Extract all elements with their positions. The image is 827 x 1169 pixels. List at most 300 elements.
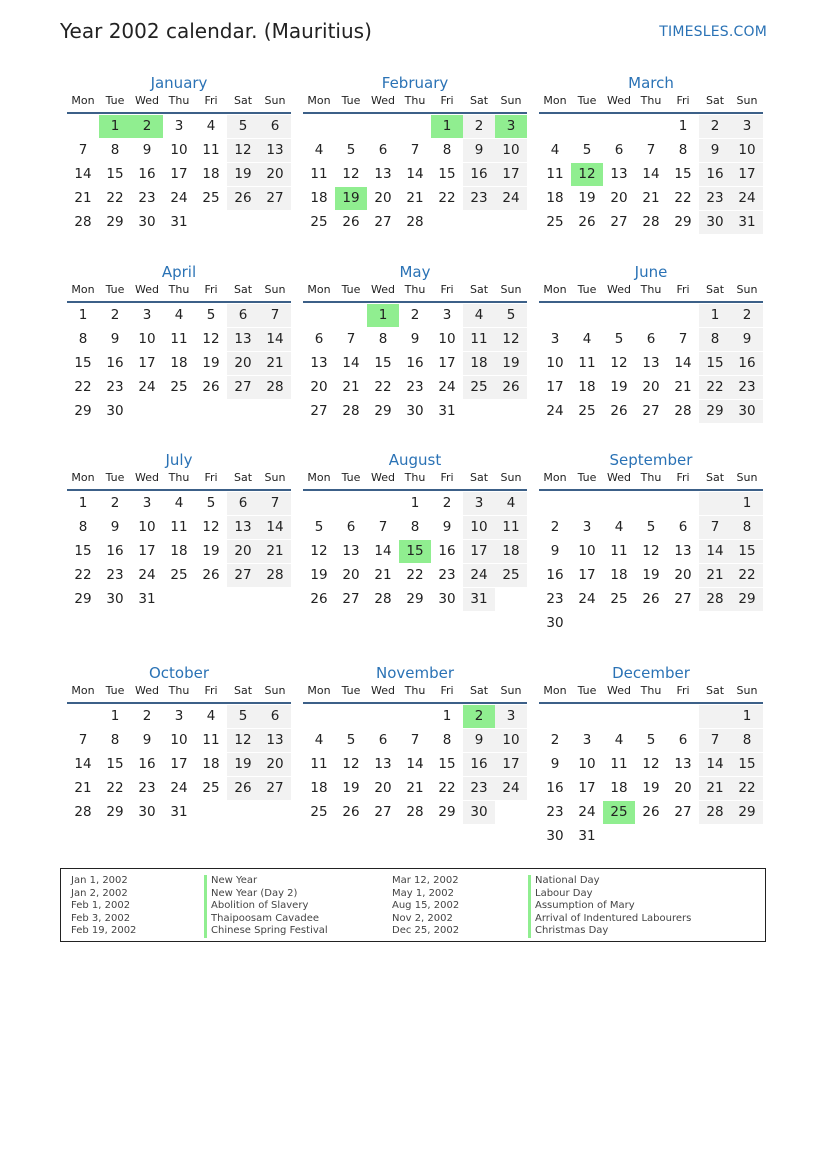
day-cell: 12 <box>310 543 328 559</box>
day-cell: 11 <box>310 166 328 182</box>
week-row <box>539 588 763 612</box>
day-cell: 20 <box>259 753 291 776</box>
day-cell: 27 <box>227 564 259 587</box>
weekday-label: Thu <box>404 684 426 697</box>
empty-cell <box>635 612 667 635</box>
day-cell: 30 <box>438 591 456 607</box>
empty-cell <box>259 588 291 611</box>
day-cell: 28 <box>699 588 731 611</box>
week-row <box>67 564 291 588</box>
day-cell: 5 <box>227 115 259 138</box>
week-row <box>303 211 527 235</box>
day-cell: 13 <box>674 543 692 559</box>
weekday-header <box>539 94 763 114</box>
day-cell: 8 <box>378 331 388 347</box>
empty-cell <box>495 801 527 824</box>
day-cell: 13 <box>342 543 360 559</box>
day-cell: 6 <box>678 519 688 535</box>
day-cell: 18 <box>610 567 628 583</box>
day-cell: 7 <box>699 516 731 539</box>
weekday-label: Tue <box>341 94 361 107</box>
day-cell: 16 <box>546 780 564 796</box>
week-row <box>67 705 291 729</box>
day-cell: 25 <box>610 591 628 607</box>
day-cell: 4 <box>614 732 624 748</box>
day-cell: 7 <box>259 304 291 327</box>
month-name: January <box>150 74 208 92</box>
weekday-header <box>303 283 527 303</box>
day-cell: 23 <box>546 591 564 607</box>
day-cell: 4 <box>314 732 324 748</box>
day-cell: 28 <box>259 564 291 587</box>
day-cell: 14 <box>342 355 360 371</box>
day-cell: 6 <box>227 492 259 515</box>
day-cell: 20 <box>227 540 259 563</box>
weekday-label: Sat <box>705 94 725 107</box>
day-cell: 16 <box>546 567 564 583</box>
day-cell: 30 <box>699 211 731 234</box>
week-row <box>67 211 291 235</box>
weekday-label: Wed <box>371 94 395 107</box>
day-cell: 25 <box>463 376 495 399</box>
week-row <box>303 729 527 753</box>
day-cell: 15 <box>74 355 92 371</box>
day-cell: 2 <box>142 708 152 724</box>
empty-cell <box>603 612 635 635</box>
day-cell: 26 <box>342 214 360 230</box>
day-cell: 27 <box>610 214 628 230</box>
empty-cell <box>67 115 99 138</box>
weekday-label: Thu <box>404 471 426 484</box>
day-cell: 18 <box>202 756 220 772</box>
day-cell: 30 <box>138 804 156 820</box>
week-row <box>67 304 291 328</box>
legend-holiday-name: New Year (Day 2) <box>204 888 328 901</box>
week-row <box>303 376 527 400</box>
day-cell: 10 <box>731 139 763 162</box>
weekday-label: Thu <box>404 283 426 296</box>
legend-holiday-name: Arrival of Indentured Labourers <box>528 913 691 926</box>
day-cell: 9 <box>463 139 495 162</box>
day-cell: 27 <box>374 804 392 820</box>
empty-cell <box>699 825 731 848</box>
day-cell: 7 <box>678 331 688 347</box>
empty-cell <box>163 400 195 423</box>
week-row <box>303 516 527 540</box>
weekday-label: Mon <box>71 283 95 296</box>
weekday-header <box>67 94 291 114</box>
holiday-day-cell: 12 <box>571 163 603 186</box>
month-july <box>67 449 291 612</box>
weekday-label: Wed <box>371 684 395 697</box>
legend-names-right <box>528 875 691 938</box>
day-cell: 28 <box>74 804 92 820</box>
day-cell: 11 <box>610 756 628 772</box>
empty-cell <box>731 825 763 848</box>
day-cell: 23 <box>406 379 424 395</box>
empty-cell <box>603 492 635 515</box>
day-cell: 14 <box>406 166 424 182</box>
day-cell: 6 <box>678 732 688 748</box>
day-cell: 14 <box>406 756 424 772</box>
weekday-label: Sat <box>469 684 489 697</box>
day-cell: 28 <box>406 804 424 820</box>
weekday-label: Thu <box>168 684 190 697</box>
day-cell: 31 <box>170 804 188 820</box>
day-cell: 15 <box>699 352 731 375</box>
day-cell: 1 <box>442 708 452 724</box>
month-april <box>67 261 291 424</box>
day-cell: 13 <box>259 729 291 752</box>
weekday-header <box>539 283 763 303</box>
day-cell: 26 <box>495 376 527 399</box>
weekday-label: Fri <box>440 94 454 107</box>
week-row <box>303 187 527 211</box>
day-cell: 3 <box>442 307 452 323</box>
day-cell: 21 <box>406 190 424 206</box>
day-cell: 10 <box>170 142 188 158</box>
weekday-label: Wed <box>371 471 395 484</box>
weekday-label: Thu <box>168 283 190 296</box>
day-cell: 30 <box>463 801 495 824</box>
day-cell: 17 <box>138 543 156 559</box>
legend-date: Nov 2, 2002 <box>392 912 453 924</box>
day-cell: 8 <box>678 142 688 158</box>
day-cell: 21 <box>699 564 731 587</box>
day-cell: 5 <box>346 142 356 158</box>
day-cell: 26 <box>342 804 360 820</box>
empty-cell <box>399 115 431 138</box>
day-cell: 17 <box>170 166 188 182</box>
day-cell: 26 <box>310 591 328 607</box>
weekday-label: Sat <box>469 471 489 484</box>
day-cell: 5 <box>314 519 324 535</box>
day-cell: 15 <box>106 756 124 772</box>
day-cell: 25 <box>495 564 527 587</box>
day-cell: 15 <box>106 166 124 182</box>
day-cell: 27 <box>342 591 360 607</box>
day-cell: 10 <box>578 756 596 772</box>
day-cell: 29 <box>406 591 424 607</box>
day-cell: 4 <box>614 519 624 535</box>
day-cell: 7 <box>78 142 88 158</box>
day-cell: 19 <box>642 780 660 796</box>
day-cell: 1 <box>78 307 88 323</box>
day-cell: 20 <box>642 379 660 395</box>
empty-cell <box>699 705 731 728</box>
day-cell: 11 <box>202 142 220 158</box>
week-row <box>539 705 763 729</box>
day-cell: 18 <box>463 352 495 375</box>
empty-cell <box>603 304 635 327</box>
holiday-legend <box>60 868 766 942</box>
day-cell: 19 <box>342 780 360 796</box>
day-cell: 4 <box>206 708 216 724</box>
week-row <box>67 729 291 753</box>
day-cell: 9 <box>550 543 560 559</box>
week-row <box>539 211 763 235</box>
weekday-label: Tue <box>105 471 125 484</box>
day-cell: 3 <box>142 307 152 323</box>
day-cell: 14 <box>642 166 660 182</box>
day-cell: 4 <box>582 331 592 347</box>
day-cell: 18 <box>610 780 628 796</box>
week-row <box>67 492 291 516</box>
day-cell: 1 <box>78 495 88 511</box>
holiday-day-cell: 15 <box>399 540 431 563</box>
weekday-label: Sat <box>233 283 253 296</box>
day-cell: 6 <box>646 331 656 347</box>
week-row <box>539 187 763 211</box>
holiday-day-cell: 2 <box>131 115 163 138</box>
empty-cell <box>731 612 763 635</box>
week-row <box>539 564 763 588</box>
holiday-day-cell: 1 <box>367 304 399 327</box>
day-cell: 12 <box>202 331 220 347</box>
week-row <box>67 163 291 187</box>
empty-cell <box>699 612 731 635</box>
empty-cell <box>303 705 335 728</box>
day-cell: 24 <box>578 591 596 607</box>
day-cell: 1 <box>731 492 763 515</box>
site-link[interactable]: TIMESLES.COM <box>659 24 767 40</box>
day-cell: 5 <box>206 307 216 323</box>
weekday-label: Sat <box>705 471 725 484</box>
empty-cell <box>431 211 463 234</box>
legend-date: Feb 19, 2002 <box>71 925 137 936</box>
day-cell: 15 <box>438 166 456 182</box>
day-cell: 6 <box>346 519 356 535</box>
day-cell: 16 <box>138 166 156 182</box>
weekday-label: Sun <box>500 471 522 484</box>
week-row <box>303 777 527 801</box>
day-cell: 24 <box>438 379 456 395</box>
day-cell: 19 <box>642 567 660 583</box>
day-cell: 12 <box>495 328 527 351</box>
day-cell: 1 <box>110 708 120 724</box>
day-cell: 29 <box>438 804 456 820</box>
day-cell: 6 <box>259 705 291 728</box>
day-cell: 2 <box>699 115 731 138</box>
day-cell: 20 <box>374 780 392 796</box>
day-cell: 17 <box>463 540 495 563</box>
weekday-label: Tue <box>105 283 125 296</box>
legend-names-left <box>204 875 328 938</box>
weekday-label: Fri <box>676 471 690 484</box>
day-cell: 24 <box>578 804 596 820</box>
day-cell: 10 <box>495 139 527 162</box>
month-name: March <box>628 74 674 92</box>
day-cell: 23 <box>699 187 731 210</box>
day-cell: 16 <box>106 355 124 371</box>
day-cell: 8 <box>78 519 88 535</box>
weekday-header <box>539 471 763 491</box>
weekday-label: Tue <box>341 471 361 484</box>
weekday-label: Sun <box>736 94 758 107</box>
day-cell: 12 <box>227 139 259 162</box>
day-cell: 30 <box>406 403 424 419</box>
day-cell: 27 <box>259 777 291 800</box>
day-cell: 3 <box>142 495 152 511</box>
month-name: September <box>609 451 693 469</box>
day-cell: 20 <box>610 190 628 206</box>
day-cell: 14 <box>259 328 291 351</box>
day-cell: 10 <box>438 331 456 347</box>
day-cell: 9 <box>110 519 120 535</box>
month-name: July <box>165 451 193 469</box>
legend-holiday-name: National Day <box>528 875 691 888</box>
empty-cell <box>335 492 367 515</box>
day-cell: 10 <box>138 519 156 535</box>
day-cell: 13 <box>374 166 392 182</box>
day-cell: 19 <box>495 352 527 375</box>
holiday-day-cell: 2 <box>463 705 495 728</box>
day-cell: 4 <box>550 142 560 158</box>
day-cell: 17 <box>731 163 763 186</box>
weekday-label: Tue <box>577 283 597 296</box>
day-cell: 23 <box>438 567 456 583</box>
day-cell: 22 <box>406 567 424 583</box>
week-row <box>67 400 291 424</box>
day-cell: 24 <box>495 777 527 800</box>
day-cell: 30 <box>138 214 156 230</box>
empty-cell <box>667 705 699 728</box>
legend-holiday-name: Christmas Day <box>528 925 691 938</box>
empty-cell <box>635 825 667 848</box>
empty-cell <box>603 705 635 728</box>
weekday-label: Fri <box>204 471 218 484</box>
weekday-label: Mon <box>543 684 567 697</box>
day-cell: 8 <box>110 142 120 158</box>
day-cell: 24 <box>495 187 527 210</box>
day-cell: 6 <box>314 331 324 347</box>
empty-cell <box>195 801 227 824</box>
legend-holiday-name: Thaipoosam Cavadee <box>204 913 328 926</box>
day-cell: 18 <box>578 379 596 395</box>
day-cell: 30 <box>546 828 564 844</box>
week-row <box>67 753 291 777</box>
week-row <box>539 540 763 564</box>
day-cell: 21 <box>699 777 731 800</box>
day-cell: 6 <box>227 304 259 327</box>
empty-cell <box>571 492 603 515</box>
day-cell: 1 <box>410 495 420 511</box>
day-cell: 8 <box>442 732 452 748</box>
empty-cell <box>195 400 227 423</box>
day-cell: 19 <box>578 190 596 206</box>
weekday-header <box>303 684 527 704</box>
day-cell: 16 <box>731 352 763 375</box>
day-cell: 16 <box>406 355 424 371</box>
day-cell: 27 <box>227 376 259 399</box>
weekday-label: Fri <box>204 684 218 697</box>
legend-date: Mar 12, 2002 <box>392 875 459 886</box>
weekday-label: Sun <box>500 283 522 296</box>
empty-cell <box>667 612 699 635</box>
day-cell: 25 <box>546 214 564 230</box>
day-cell: 17 <box>495 163 527 186</box>
legend-date: Jan 1, 2002 <box>71 875 128 886</box>
day-cell: 29 <box>731 588 763 611</box>
day-cell: 24 <box>731 187 763 210</box>
day-cell: 14 <box>259 516 291 539</box>
day-cell: 27 <box>674 591 692 607</box>
day-cell: 25 <box>578 403 596 419</box>
empty-cell <box>399 705 431 728</box>
day-cell: 31 <box>438 403 456 419</box>
day-cell: 23 <box>731 376 763 399</box>
weekday-label: Fri <box>676 684 690 697</box>
month-june <box>539 261 763 424</box>
day-cell: 16 <box>463 753 495 776</box>
empty-cell <box>227 400 259 423</box>
month-may <box>303 261 527 424</box>
day-cell: 16 <box>138 756 156 772</box>
week-row <box>303 163 527 187</box>
day-cell: 2 <box>463 115 495 138</box>
day-cell: 24 <box>170 190 188 206</box>
empty-cell <box>635 705 667 728</box>
day-cell: 20 <box>674 780 692 796</box>
holiday-day-cell: 1 <box>431 115 463 138</box>
day-cell: 18 <box>202 166 220 182</box>
day-cell: 31 <box>731 211 763 234</box>
day-cell: 2 <box>550 519 560 535</box>
day-cell: 28 <box>674 403 692 419</box>
day-cell: 13 <box>227 516 259 539</box>
weekday-label: Sun <box>264 684 286 697</box>
day-cell: 16 <box>106 543 124 559</box>
empty-cell <box>603 115 635 138</box>
day-cell: 25 <box>310 804 328 820</box>
day-cell: 10 <box>495 729 527 752</box>
weekday-label: Mon <box>71 94 95 107</box>
empty-cell <box>195 588 227 611</box>
day-cell: 6 <box>378 732 388 748</box>
weekday-label: Wed <box>135 94 159 107</box>
day-cell: 4 <box>314 142 324 158</box>
day-cell: 7 <box>378 519 388 535</box>
day-cell: 13 <box>642 355 660 371</box>
day-cell: 31 <box>138 591 156 607</box>
day-cell: 3 <box>550 331 560 347</box>
day-cell: 9 <box>410 331 420 347</box>
day-cell: 9 <box>731 328 763 351</box>
week-row <box>303 400 527 424</box>
empty-cell <box>463 211 495 234</box>
weekday-label: Mon <box>71 471 95 484</box>
day-cell: 23 <box>106 379 124 395</box>
day-cell: 21 <box>342 379 360 395</box>
day-cell: 19 <box>227 753 259 776</box>
empty-cell <box>571 612 603 635</box>
holiday-day-cell: 25 <box>603 801 635 824</box>
day-cell: 28 <box>74 214 92 230</box>
day-cell: 13 <box>674 756 692 772</box>
weekday-label: Tue <box>105 94 125 107</box>
week-row <box>67 777 291 801</box>
day-cell: 24 <box>170 780 188 796</box>
empty-cell <box>259 801 291 824</box>
day-cell: 4 <box>463 304 495 327</box>
weekday-label: Wed <box>135 471 159 484</box>
empty-cell <box>495 400 527 423</box>
week-row <box>303 705 527 729</box>
day-cell: 8 <box>731 516 763 539</box>
day-cell: 28 <box>642 214 660 230</box>
week-row <box>67 588 291 612</box>
week-row <box>67 801 291 825</box>
